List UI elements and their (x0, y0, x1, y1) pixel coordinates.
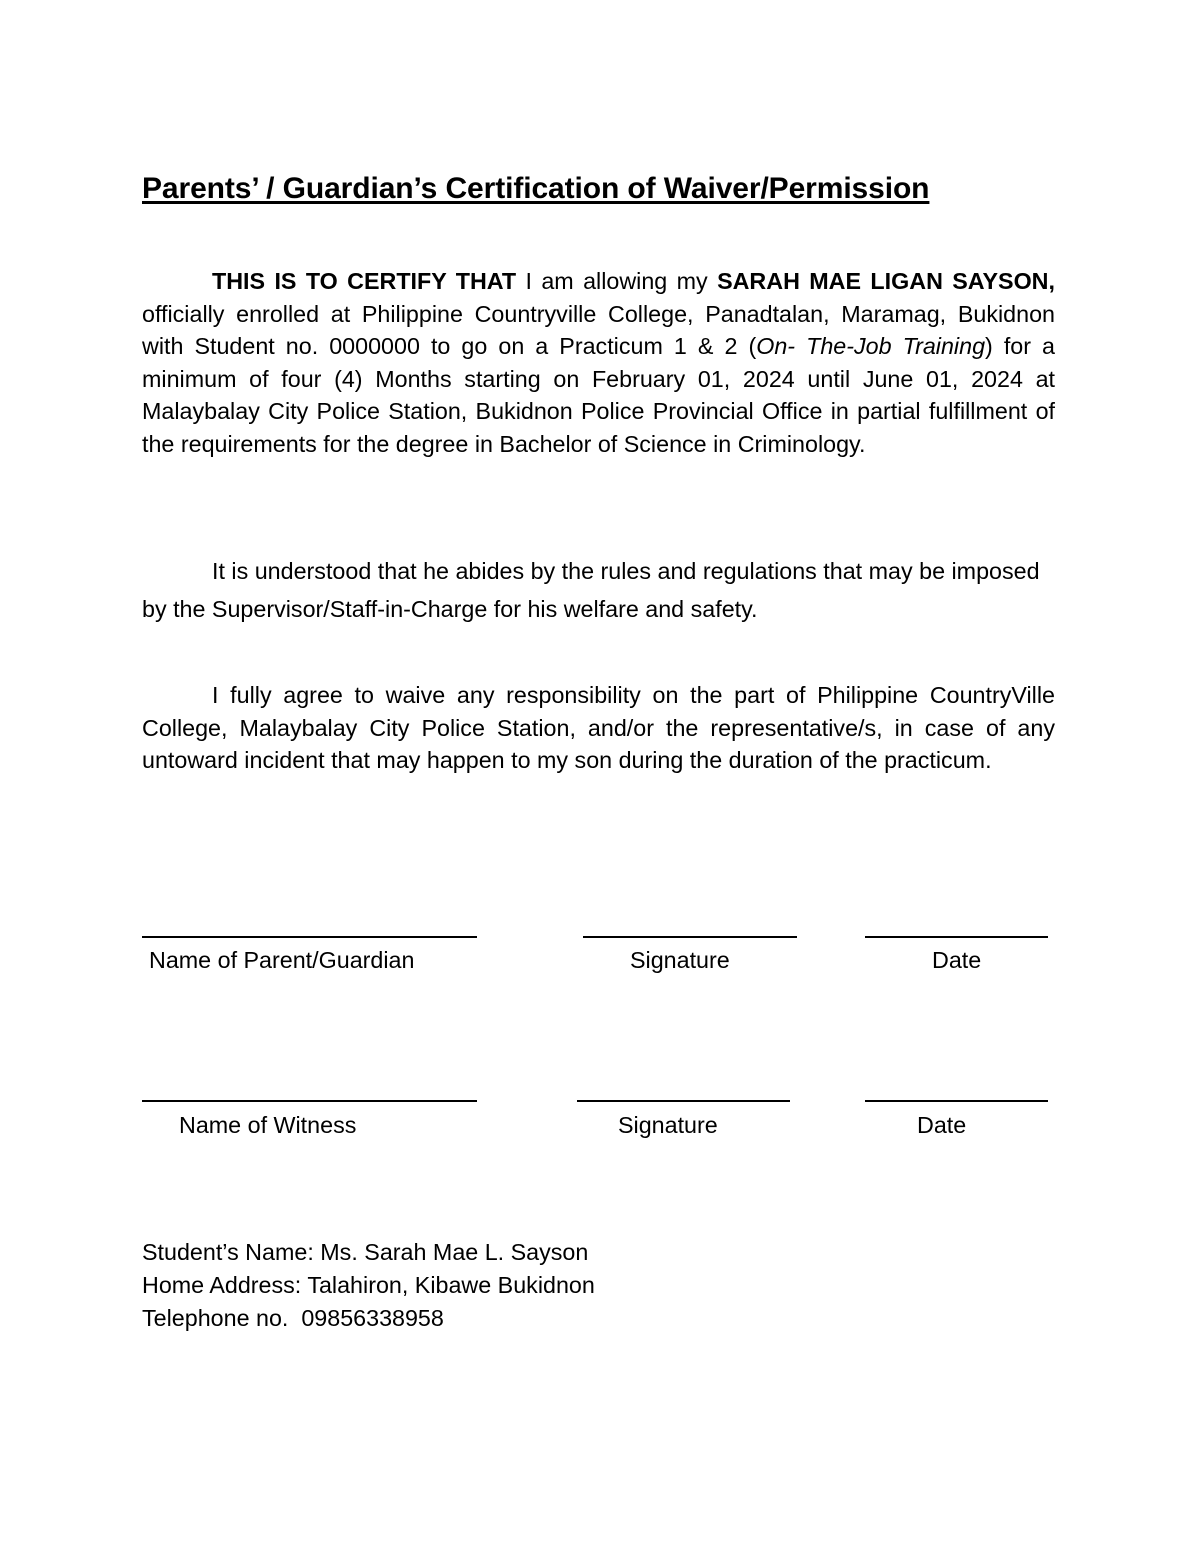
waiver-paragraph: I fully agree to waive any responsibility on the part of Philippine CountryVille College, Malaybalay City Police Station, and/or the representative/s, in case of any untoward incident that may happen to my son during the duration of the practicum. (142, 682, 1055, 774)
ojt-italic: On- The-Job Training (756, 333, 986, 360)
home-address-line: Home Address: Talahiron, Kibawe Bukidnon (142, 1272, 595, 1298)
certification-paragraph (142, 265, 1055, 461)
certify-text-a: I am allowing my (516, 268, 718, 294)
witness-signature-line[interactable] (577, 1100, 790, 1102)
certify-lead: THIS IS TO CERTIFY THAT (212, 268, 517, 294)
certify-text-c: ) for a minimum of four (4) Months starting on February 01, 2024 until June 01, 2024 at Malaybalay City Police Station, Bukidnon Police Provincial Office in partial fulfillment of the requirements for the degree in Bachelor of Science in Criminology. (142, 333, 1055, 457)
certify-text-b: officially enrolled at Philippine Countryville College, Panadtalan, Maramag, Bukidnon with Student no. 0000000 to go on a Practicum 1 & 2 ( (142, 300, 1055, 360)
parent-name-line[interactable] (142, 936, 477, 938)
parent-name-label: Name of Parent/Guardian (149, 947, 415, 973)
telephone-line: Telephone no. 09856338958 (142, 1305, 444, 1331)
student-name-bold: SARAH MAE LIGAN SAYSON, (717, 268, 1055, 294)
parent-signature-line[interactable] (583, 936, 797, 938)
student-name-line: Student’s Name: Ms. Sarah Mae L. Sayson (142, 1239, 589, 1265)
witness-date-label: Date (917, 1112, 967, 1138)
student-info (142, 1236, 595, 1335)
rules-paragraph: It is understood that he abides by the rules and regulations that may be imposed by the Supervisor/Staff-in-Charge for his welfare and safety. (142, 558, 1040, 622)
document-title: Parents’ / Guardian’s Certification of Waiver/Permission (142, 172, 930, 205)
parent-signature-label: Signature (630, 947, 730, 973)
parent-date-label: Date (932, 947, 982, 973)
witness-signature-label: Signature (618, 1112, 718, 1138)
witness-name-label: Name of Witness (179, 1112, 357, 1138)
witness-name-line[interactable] (142, 1100, 477, 1102)
witness-date-line[interactable] (865, 1100, 1048, 1102)
parent-date-line[interactable] (865, 936, 1048, 938)
